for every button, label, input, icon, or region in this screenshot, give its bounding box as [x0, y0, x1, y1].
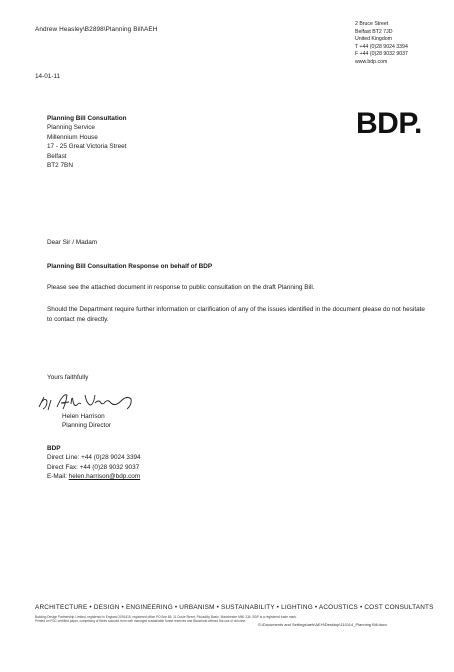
- address-line: United Kingdom: [355, 36, 392, 43]
- letter-date: 14-01-11: [35, 73, 61, 80]
- email-link[interactable]: helen.harrison@bdp.com: [68, 473, 141, 481]
- salutation: Dear Sir / Madam: [47, 239, 98, 246]
- website: www.bdp.com: [355, 58, 388, 65]
- contact-block: [47, 444, 141, 482]
- reference-line: Andrew Heasley\B2898\Planning Bill\AEH: [35, 26, 158, 33]
- recipient-line: BT2 7BN: [47, 162, 73, 170]
- closing: Yours faithfully: [47, 374, 89, 381]
- paragraph-1: Please see the attached document in response to public consultation on the draft Planning Bill.: [47, 284, 315, 291]
- sender-address: [355, 21, 408, 67]
- recipient-name: Planning Bill Consultation: [47, 115, 127, 122]
- address-line: Belfast BT2 7JD: [355, 28, 393, 35]
- recipient-line: Belfast: [47, 152, 67, 160]
- recipient-line: 17 - 25 Great Victoria Street: [47, 143, 127, 151]
- email-row: [47, 472, 141, 481]
- paragraph-2: Should the Department require further information or clarification of any of the issues identified in the document please do not hesitate to contact me directly.: [47, 306, 425, 323]
- legal-line: Building Design Partnership Limited, registered in England 2091415, registered office PO Box 85, 11 Ducie Street, Piccadilly Basin, Manchester M60 3JA. BDP is a registered trade mark.: [35, 615, 297, 619]
- recipient-line: Planning Service: [47, 124, 95, 132]
- bdp-logo: BDP.: [356, 107, 422, 140]
- signer-title: Planning Director: [62, 422, 112, 430]
- legal-line: Printed on FSC certified paper, comprising of fibres sourced from well managed sustainable forest reserves and Blauchold without the use of chlorine.: [35, 619, 247, 624]
- signer-name: Helen Harrison: [62, 413, 105, 420]
- company-name: BDP: [47, 445, 61, 452]
- disciplines-footer: ARCHITECTURE • DESIGN • ENGINEERING • URBANISM • SUSTAINABILITY • LIGHTING • ACOUSTICS • COST CONSULTANTS: [35, 604, 434, 611]
- recipient-block: [47, 114, 127, 170]
- address-line: F +44 (0)28 9032 9037: [355, 51, 408, 58]
- file-path: S:\Documents and Settings\aeh\AEH\Desktop\110114_Planning Bill.docx: [258, 622, 388, 627]
- recipient-line: Millennium House: [47, 133, 98, 141]
- address-line: 2 Bruce Street: [355, 21, 389, 27]
- address-line: T +44 (0)28 9024 3394: [355, 43, 408, 50]
- direct-line: Direct Line: +44 (0)28 9024 3394: [47, 454, 141, 462]
- signer-block: [62, 412, 111, 431]
- subject-line: Planning Bill Consultation Response on behalf of BDP: [47, 263, 213, 270]
- direct-fax: Direct Fax: +44 (0)28 9032 9037: [47, 463, 140, 471]
- email-label: E-Mail:: [47, 473, 69, 481]
